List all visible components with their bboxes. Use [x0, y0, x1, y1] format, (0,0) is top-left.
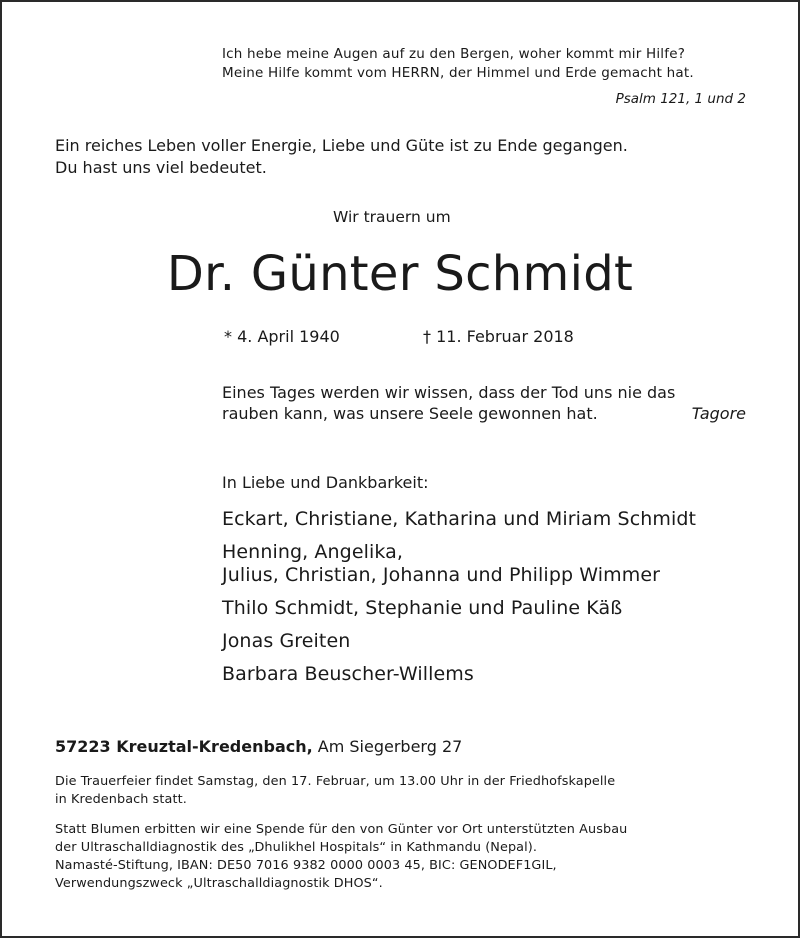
donation-notice-line-1: Statt Blumen erbitten wir eine Spende für den von Günter vor Ort unterstützten Ausbau — [55, 822, 628, 837]
psalm-reference: Psalm 121, 1 und 2 — [615, 91, 746, 107]
mourner-line: Henning, Angelika, — [222, 541, 404, 563]
donation-notice-line-4: Verwendungszweck „Ultraschalldiagnostik DHOS“. — [55, 876, 383, 891]
mourner-line: Eckart, Christiane, Katharina und Miriam Schmidt — [222, 508, 697, 530]
death-date: † 11. Februar 2018 — [423, 327, 574, 346]
donation-notice-line-3: Namasté-Stiftung, IBAN: DE50 7016 9382 0000 0003 45, BIC: GENODEF1GIL, — [55, 858, 557, 873]
intro-line-2: Du hast uns viel bedeutet. — [55, 158, 267, 177]
psalm-line-2: Meine Hilfe kommt vom HERRN, der Himmel und Erde gemacht hat. — [222, 65, 694, 81]
birth-date: * 4. April 1940 — [224, 327, 340, 346]
intro-line-1: Ein reiches Leben voller Energie, Liebe und Güte ist zu Ende gegangen. — [55, 136, 628, 155]
mourning-phrase: Wir trauern um — [333, 208, 451, 226]
address-city: 57223 Kreuztal-Kredenbach, — [55, 737, 313, 756]
mourner-line: Barbara Beuscher-Willems — [222, 663, 474, 685]
mourner-line: Julius, Christian, Johanna und Philipp Wimmer — [222, 564, 661, 586]
quote-text-1: Eines Tages werden wir wissen, dass der Tod uns nie das — [222, 383, 676, 402]
mourner-line: Thilo Schmidt, Stephanie und Pauline Käß — [222, 597, 623, 619]
quote-line-1 — [222, 383, 745, 402]
deceased-name: Dr. Günter Schmidt — [166, 246, 634, 302]
address-line — [55, 737, 462, 756]
address-street: Am Siegerberg 27 — [317, 737, 463, 756]
funeral-notice-line-1: Die Trauerfeier findet Samstag, den 17. Februar, um 13.00 Uhr in der Friedhofskapelle — [55, 774, 616, 789]
mourner-line: Jonas Greiten — [222, 630, 351, 652]
thanks-heading: In Liebe und Dankbarkeit: — [222, 473, 429, 492]
quote-line-2: rauben kann, was unsere Seele gewonnen hat. — [222, 404, 598, 423]
donation-notice-line-2: der Ultraschalldiagnostik des „Dhulikhel Hospitals“ in Kathmandu (Nepal). — [55, 840, 538, 855]
funeral-notice-line-2: in Kredenbach statt. — [55, 792, 187, 807]
psalm-line-1: Ich hebe meine Augen auf zu den Bergen, woher kommt mir Hilfe? — [222, 46, 686, 62]
quote-author: Tagore — [691, 404, 746, 423]
